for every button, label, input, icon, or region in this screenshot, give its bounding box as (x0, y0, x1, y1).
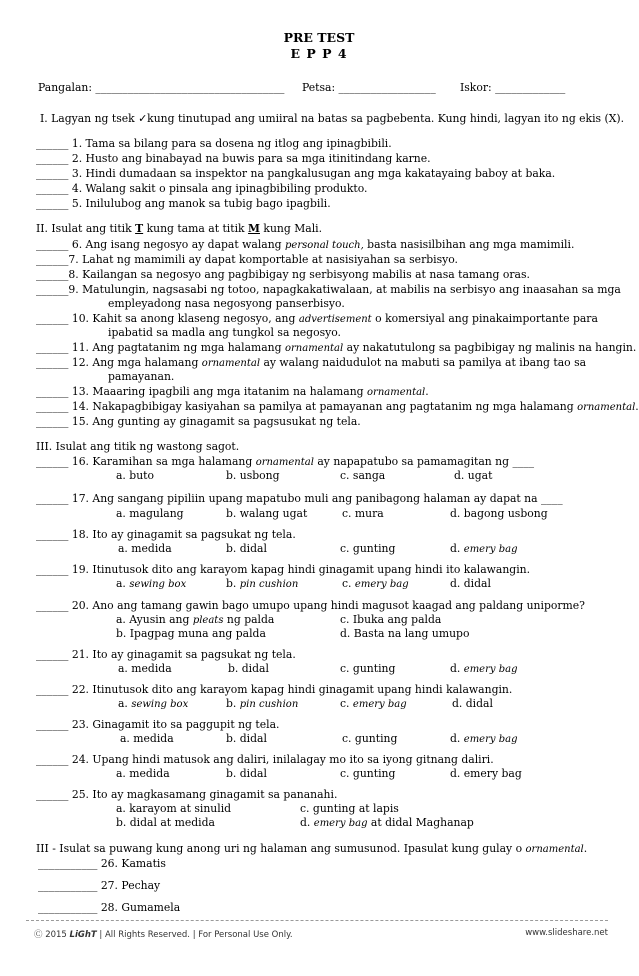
check-mark-icon: ✓ (138, 112, 148, 125)
q23-option-a: a. medida (120, 732, 174, 745)
page-title: PRE TEST (283, 30, 355, 45)
q16-option-b: b. usbong (226, 469, 280, 482)
part4-instruction: III - Isulat sa puwang kung anong uri ng halaman ang sumusunod. Ipasulat kung gulay o ornamental. (36, 842, 588, 855)
q21-option-d: d. emery bag (450, 662, 518, 675)
q19-option-b: b. pin cushion (226, 577, 299, 590)
q17-option-a: a. magulang (116, 507, 184, 520)
q24-option-c: c. gunting (340, 767, 396, 780)
question-15: ______ 15. Ang gunting ay ginagamit sa pagsusukat ng tela. (36, 415, 361, 428)
q16-option-c: c. sanga (340, 469, 386, 482)
question-6: ______ 6. Ang isang negosyo ay dapat walang personal touch, basta nasisilbihan ang mga mamimili. (36, 238, 575, 251)
score-field: Iskor: _____________ (460, 81, 566, 94)
question-23: ______ 23. Ginagamit ito sa paggupit ng tela. (36, 718, 280, 731)
q20-option-a: a. Ayusin ang pleats ng palda (116, 613, 275, 626)
q23-option-b: b. didal (226, 732, 267, 745)
q21-option-b: b. didal (228, 662, 269, 675)
question-12: ______ 12. Ang mga halamang ornamental ay walang naidudulot na mabuti sa pamilya at ibang tao sa (36, 356, 587, 369)
question-24: ______ 24. Upang hindi matusok ang daliri, inilalagay mo ito sa iyong gitnang daliri. (36, 753, 494, 766)
part1-instruction: I. Lagyan ng tsek ✓kung tinutupad ang umiiral na batas sa pagbebenta. Kung hindi, lagyan ito ng ekis (X). (40, 112, 625, 125)
q21-option-a: a. medida (118, 662, 172, 675)
part3-instruction: III. Isulat ang titik ng wastong sagot. (36, 440, 240, 453)
q16-option-a: a. buto (116, 469, 155, 482)
q25-option-d: d. emery bag at didal Maghanap (300, 816, 474, 829)
question-21: ______ 21. Ito ay ginagamit sa pagsukat ng tela. (36, 648, 296, 661)
question-14: ______ 14. Nakapagbibigay kasiyahan sa pamilya at pamayanan ang pagtatanim ng mga halamang ornamental. (36, 400, 639, 413)
q24-option-b: b. didal (226, 767, 267, 780)
page-subtitle: E P P 4 (290, 46, 348, 61)
footer-divider (26, 920, 608, 921)
question-10: ______ 10. Kahit sa anong klaseng negosyo, ang advertisement o komersiyal ang pinakaimportante para (36, 312, 598, 325)
q21-option-c: c. gunting (340, 662, 396, 675)
footer-copyright: Ⓒ 2015 LiGhT | All Rights Reserved. | For Personal Use Only. (34, 930, 293, 940)
q17-option-d: d. bagong usbong (450, 507, 548, 520)
footer-brand: LiGhT (69, 930, 97, 940)
question-7: ______7. Lahat ng mamimili ay dapat komportable at nasisiyahan sa serbisyo. (36, 253, 458, 266)
q20-option-b: b. Ipagpag muna ang palda (116, 627, 266, 640)
question-19: ______ 19. Itinutusok dito ang karayom kapag hindi ginagamit upang hindi ito kalawangin. (36, 563, 531, 576)
date-field: Petsa: __________________ (302, 81, 436, 94)
question-18: ______ 18. Ito ay ginagamit sa pagsukat ng tela. (36, 528, 296, 541)
question-13: ______ 13. Maaaring ipagbili ang mga itatanim na halamang ornamental. (36, 385, 429, 398)
q18-option-d: d. emery bag (450, 542, 518, 555)
q22-option-d: d. didal (452, 697, 493, 710)
question-9-continued: empleyadong nasa negosyong panserbisyo. (108, 297, 345, 310)
q18-option-c: c. gunting (340, 542, 396, 555)
q19-option-c: c. emery bag (342, 577, 409, 590)
q24-option-d: d. emery bag (450, 767, 522, 780)
question-28: ___________ 28. Gumamela (38, 901, 181, 914)
question-12-continued: pamayanan. (108, 370, 175, 383)
q22-option-a: a. sewing box (118, 697, 189, 710)
question-27: ___________ 27. Pechay (38, 879, 161, 892)
question-25: ______ 25. Ito ay magkasamang ginagamit sa pananahi. (36, 788, 338, 801)
question-2: ______ 2. Husto ang binabayad na buwis para sa mga itinitindang karne. (36, 152, 431, 165)
q25-option-b: b. didal at medida (116, 816, 215, 829)
name-field: Pangalan: ___________________________________ (38, 81, 285, 94)
question-17: ______ 17. Ang sangang pipiliin upang mapatubo muli ang panibagong halaman ay dapat na ____ (36, 492, 563, 505)
q23-option-d: d. emery bag (450, 732, 518, 745)
part2-instruction: II. Isulat ang titik T kung tama at titik M kung Mali. (36, 222, 323, 235)
q24-option-a: a. medida (116, 767, 170, 780)
question-16: ______ 16. Karamihan sa mga halamang ornamental ay napapatubo sa pamamagitan ng ____ (36, 455, 535, 468)
question-22: ______ 22. Itinutusok dito ang karayom kapag hindi ginagamit upang hindi kalawangin. (36, 683, 513, 696)
q18-option-b: b. didal (226, 542, 267, 555)
question-5: ______ 5. Inilulubog ang manok sa tubig bago ipagbili. (36, 197, 331, 210)
q19-option-d: d. didal (450, 577, 491, 590)
q17-option-c: c. mura (342, 507, 384, 520)
q25-option-c: c. gunting at lapis (300, 802, 399, 815)
question-20: ______ 20. Ano ang tamang gawin bago umupo upang hindi magusot kaagad ang paldang uniporme? (36, 599, 585, 612)
question-1: ______ 1. Tama sa bilang para sa dosena ng itlog ang ipinagbibili. (36, 137, 392, 150)
question-4: ______ 4. Walang sakit o pinsala ang ipinagbibiling produkto. (36, 182, 368, 195)
question-26: ___________ 26. Kamatis (38, 857, 166, 870)
question-9: ______9. Matulungin, nagsasabi ng totoo, napagkakatiwalaan, at mabilis na serbisyo ang inaasahan sa mga (36, 283, 621, 296)
q23-option-c: c. gunting (342, 732, 398, 745)
q19-option-a: a. sewing box (116, 577, 187, 590)
q20-option-d: d. Basta na lang umupo (340, 627, 470, 640)
question-10-continued: ipabatid sa madla ang tungkol sa negosyo. (108, 326, 341, 339)
q25-option-a: a. karayom at sinulid (116, 802, 232, 815)
q20-option-c: c. Ibuka ang palda (340, 613, 442, 626)
q22-option-c: c. emery bag (340, 697, 407, 710)
footer-site-link[interactable]: www.slideshare.net (525, 928, 608, 938)
question-11: ______ 11. Ang pagtatanim ng mga halamang ornamental ay nakatutulong sa pagbibigay ng malinis na hangin. (36, 341, 637, 354)
q18-option-a: a. medida (118, 542, 172, 555)
q17-option-b: b. walang ugat (226, 507, 308, 520)
q22-option-b: b. pin cushion (226, 697, 299, 710)
q16-option-d: d. ugat (454, 469, 493, 482)
question-8: ______8. Kailangan sa negosyo ang pagbibigay ng serbisyong mabilis at nasa tamang oras. (36, 268, 530, 281)
question-3: ______ 3. Hindi dumadaan sa inspektor na pangkalusugan ang mga kakatayaing baboy at baka. (36, 167, 556, 180)
